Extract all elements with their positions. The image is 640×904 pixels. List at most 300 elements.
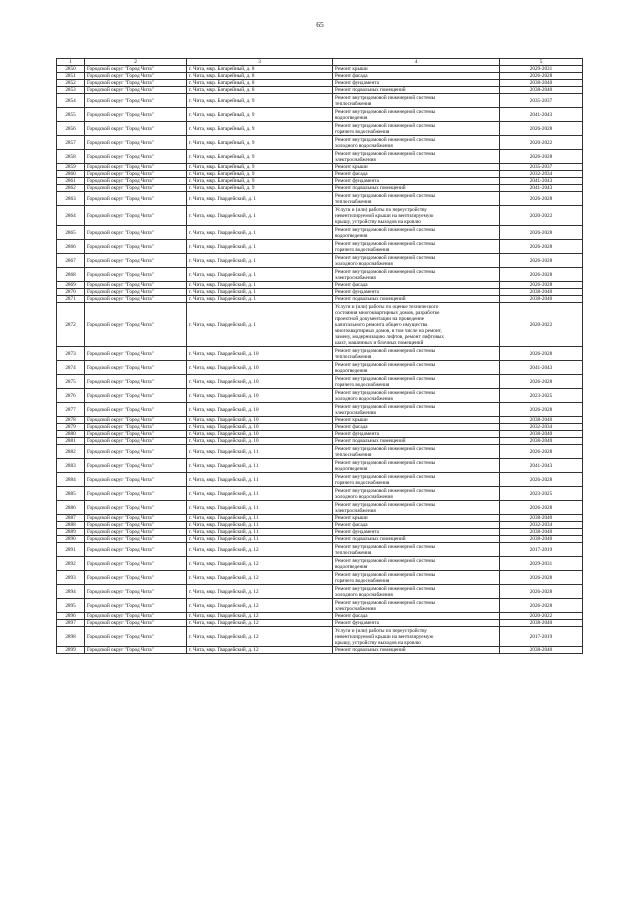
municipality-cell: Городской округ "Город Чита" bbox=[85, 303, 187, 347]
period-cell: 2026-2028 bbox=[500, 347, 583, 361]
work-type-cell: Ремонт крыши bbox=[333, 164, 500, 171]
address-cell: г. Чита, мкр. Гвардейский, д. 12 bbox=[187, 620, 333, 627]
table-row bbox=[57, 178, 583, 185]
table-row bbox=[57, 389, 583, 403]
address-cell: г. Чита, мкр. Батарейный, д. 8 bbox=[187, 80, 333, 87]
work-type-cell: Ремонт фасада bbox=[333, 282, 500, 289]
period-cell: 2038-2040 bbox=[500, 417, 583, 424]
municipality-cell: Городской округ "Город Чита" bbox=[85, 136, 187, 150]
work-type-cell: Ремонт внутридомовой инженерной системы электроснабжения bbox=[333, 599, 500, 613]
address-cell: г. Чита, мкр. Гвардейский, д. 1 bbox=[187, 268, 333, 282]
row-number-cell: 2888 bbox=[57, 522, 85, 529]
period-cell: 2026-2028 bbox=[500, 403, 583, 417]
row-number-cell: 2889 bbox=[57, 529, 85, 536]
municipality-cell: Городской округ "Город Чита" bbox=[85, 108, 187, 122]
address-cell: г. Чита, мкр. Гвардейский, д. 11 bbox=[187, 529, 333, 536]
address-cell: г. Чита, мкр. Батарейный, д. 9 bbox=[187, 171, 333, 178]
row-number-cell: 2890 bbox=[57, 536, 85, 543]
table-row bbox=[57, 254, 583, 268]
address-cell: г. Чита, мкр. Гвардейский, д. 12 bbox=[187, 571, 333, 585]
column-header: 5 bbox=[500, 59, 583, 66]
table-row bbox=[57, 620, 583, 627]
period-cell: 2038-2040 bbox=[500, 438, 583, 445]
address-cell: г. Чита, мкр. Батарейный, д. 9 bbox=[187, 136, 333, 150]
table-body bbox=[57, 66, 583, 654]
table-row bbox=[57, 150, 583, 164]
address-cell: г. Чита, мкр. Гвардейский, д. 11 bbox=[187, 515, 333, 522]
period-cell: 2035-2037 bbox=[500, 94, 583, 108]
municipality-cell: Городской округ "Город Чита" bbox=[85, 389, 187, 403]
address-cell: г. Чита, мкр. Гвардейский, д. 10 bbox=[187, 361, 333, 375]
table-row bbox=[57, 375, 583, 389]
address-cell: г. Чита, мкр. Батарейный, д. 8 bbox=[187, 87, 333, 94]
period-cell: 2026-2028 bbox=[500, 473, 583, 487]
period-cell: 2020-2022 bbox=[500, 136, 583, 150]
municipality-cell: Городской округ "Город Чита" bbox=[85, 536, 187, 543]
municipality-cell: Городской округ "Город Чита" bbox=[85, 192, 187, 206]
table-row bbox=[57, 289, 583, 296]
work-type-cell: Ремонт внутридомовой инженерной системы водоотведения bbox=[333, 459, 500, 473]
column-header: 4 bbox=[333, 59, 500, 66]
page-number: 65 bbox=[316, 20, 324, 29]
period-cell: 2038-2040 bbox=[500, 620, 583, 627]
period-cell: 2020-2022 bbox=[500, 613, 583, 620]
row-number-cell: 2883 bbox=[57, 459, 85, 473]
municipality-cell: Городской округ "Город Чита" bbox=[85, 171, 187, 178]
row-number-cell: 2874 bbox=[57, 361, 85, 375]
address-cell: г. Чита, мкр. Гвардейский, д. 10 bbox=[187, 438, 333, 445]
period-cell: 2026-2028 bbox=[500, 192, 583, 206]
municipality-cell: Городской округ "Город Чита" bbox=[85, 403, 187, 417]
period-cell: 2026-2028 bbox=[500, 282, 583, 289]
address-cell: г. Чита, мкр. Батарейный, д. 9 bbox=[187, 164, 333, 171]
period-cell: 2038-2040 bbox=[500, 87, 583, 94]
work-type-cell: Ремонт фасада bbox=[333, 522, 500, 529]
address-cell: г. Чита, мкр. Батарейный, д. 8 bbox=[187, 73, 333, 80]
row-number-cell: 2869 bbox=[57, 282, 85, 289]
table-row bbox=[57, 361, 583, 375]
municipality-cell: Городской округ "Город Чита" bbox=[85, 543, 187, 557]
work-type-cell: Ремонт внутридомовой инженерной системы теплоснабжения bbox=[333, 445, 500, 459]
table-row bbox=[57, 122, 583, 136]
work-type-cell: Ремонт внутридомовой инженерной системы горячего водоснабжения bbox=[333, 240, 500, 254]
row-number-cell: 2866 bbox=[57, 240, 85, 254]
row-number-cell: 2878 bbox=[57, 417, 85, 424]
table-row bbox=[57, 80, 583, 87]
work-type-cell: Ремонт внутридомовой инженерной системы электроснабжения bbox=[333, 268, 500, 282]
municipality-cell: Городской округ "Город Чита" bbox=[85, 445, 187, 459]
work-type-cell: Ремонт крыши bbox=[333, 66, 500, 73]
address-cell: г. Чита, мкр. Гвардейский, д. 12 bbox=[187, 585, 333, 599]
address-cell: г. Чита, мкр. Гвардейский, д. 10 bbox=[187, 347, 333, 361]
municipality-cell: Городской округ "Город Чита" bbox=[85, 599, 187, 613]
municipality-cell: Городской округ "Город Чита" bbox=[85, 254, 187, 268]
row-number-cell: 2886 bbox=[57, 501, 85, 515]
row-number-cell: 2857 bbox=[57, 136, 85, 150]
work-type-cell: Ремонт внутридомовой инженерной системы теплоснабжения bbox=[333, 192, 500, 206]
period-cell: 2026-2028 bbox=[500, 254, 583, 268]
address-cell: г. Чита, мкр. Гвардейский, д. 12 bbox=[187, 647, 333, 654]
address-cell: г. Чита, мкр. Гвардейский, д. 10 bbox=[187, 417, 333, 424]
table-row bbox=[57, 108, 583, 122]
work-type-cell: Ремонт фасада bbox=[333, 73, 500, 80]
period-cell: 2038-2040 bbox=[500, 296, 583, 303]
row-number-cell: 2879 bbox=[57, 424, 85, 431]
row-number-cell: 2872 bbox=[57, 303, 85, 347]
work-type-cell: Ремонт фасада bbox=[333, 613, 500, 620]
period-cell: 2026-2028 bbox=[500, 571, 583, 585]
municipality-cell: Городской округ "Город Чита" bbox=[85, 226, 187, 240]
column-header: 3 bbox=[187, 59, 333, 66]
table-row bbox=[57, 417, 583, 424]
table-row bbox=[57, 66, 583, 73]
period-cell: 2023-2025 bbox=[500, 487, 583, 501]
address-cell: г. Чита, мкр. Гвардейский, д. 1 bbox=[187, 282, 333, 289]
period-cell: 2017-2019 bbox=[500, 543, 583, 557]
address-cell: г. Чита, мкр. Гвардейский, д. 1 bbox=[187, 226, 333, 240]
municipality-cell: Городской округ "Город Чита" bbox=[85, 178, 187, 185]
row-number-cell: 2873 bbox=[57, 347, 85, 361]
table-row bbox=[57, 571, 583, 585]
municipality-cell: Городской округ "Город Чита" bbox=[85, 627, 187, 647]
work-type-cell: Ремонт внутридомовой инженерной системы горячего водоснабжения bbox=[333, 375, 500, 389]
municipality-cell: Городской округ "Город Чита" bbox=[85, 282, 187, 289]
period-cell: 2038-2040 bbox=[500, 536, 583, 543]
row-number-cell: 2897 bbox=[57, 620, 85, 627]
table-row bbox=[57, 536, 583, 543]
period-cell: 2026-2028 bbox=[500, 122, 583, 136]
table-row bbox=[57, 171, 583, 178]
work-type-cell: Ремонт внутридомовой инженерной системы холодного водоснабжения bbox=[333, 585, 500, 599]
table-row bbox=[57, 94, 583, 108]
work-type-cell: Ремонт внутридомовой инженерной системы теплоснабжения bbox=[333, 543, 500, 557]
row-number-cell: 2864 bbox=[57, 206, 85, 226]
municipality-cell: Городской округ "Город Чита" bbox=[85, 501, 187, 515]
table-row bbox=[57, 529, 583, 536]
row-number-cell: 2894 bbox=[57, 585, 85, 599]
address-cell: г. Чита, мкр. Гвардейский, д. 1 bbox=[187, 296, 333, 303]
address-cell: г. Чита, мкр. Гвардейский, д. 11 bbox=[187, 487, 333, 501]
table-row bbox=[57, 647, 583, 654]
work-type-cell: Ремонт внутридомовой инженерной системы водоотведения bbox=[333, 557, 500, 571]
work-type-cell: Ремонт внутридомовой инженерной системы электроснабжения bbox=[333, 403, 500, 417]
municipality-cell: Городской округ "Город Чита" bbox=[85, 94, 187, 108]
table-row bbox=[57, 87, 583, 94]
work-type-cell: Ремонт внутридомовой инженерной системы теплоснабжения bbox=[333, 94, 500, 108]
municipality-cell: Городской округ "Город Чита" bbox=[85, 361, 187, 375]
address-cell: г. Чита, мкр. Гвардейский, д. 10 bbox=[187, 431, 333, 438]
work-type-cell: Ремонт внутридомовой инженерной системы водоотведения bbox=[333, 108, 500, 122]
table-row bbox=[57, 627, 583, 647]
municipality-cell: Городской округ "Город Чита" bbox=[85, 515, 187, 522]
address-cell: г. Чита, мкр. Батарейный, д. 9 bbox=[187, 150, 333, 164]
row-number-cell: 2854 bbox=[57, 94, 85, 108]
period-cell: 2038-2040 bbox=[500, 647, 583, 654]
row-number-cell: 2863 bbox=[57, 192, 85, 206]
municipality-cell: Городской округ "Город Чита" bbox=[85, 185, 187, 192]
address-cell: г. Чита, мкр. Гвардейский, д. 1 bbox=[187, 303, 333, 347]
municipality-cell: Городской округ "Город Чита" bbox=[85, 240, 187, 254]
period-cell: 2029-2031 bbox=[500, 66, 583, 73]
municipality-cell: Городской округ "Город Чита" bbox=[85, 296, 187, 303]
row-number-cell: 2853 bbox=[57, 87, 85, 94]
row-number-cell: 2862 bbox=[57, 185, 85, 192]
address-cell: г. Чита, мкр. Гвардейский, д. 10 bbox=[187, 403, 333, 417]
column-header: 2 bbox=[85, 59, 187, 66]
period-cell: 2041-2043 bbox=[500, 361, 583, 375]
row-number-cell: 2880 bbox=[57, 431, 85, 438]
address-cell: г. Чита, мкр. Гвардейский, д. 11 bbox=[187, 522, 333, 529]
period-cell: 2026-2028 bbox=[500, 226, 583, 240]
row-number-cell: 2898 bbox=[57, 627, 85, 647]
work-type-cell: Ремонт внутридомовой инженерной системы холодного водоснабжения bbox=[333, 487, 500, 501]
table-row bbox=[57, 73, 583, 80]
table-row bbox=[57, 192, 583, 206]
table-row bbox=[57, 303, 583, 347]
period-cell: 2029-2031 bbox=[500, 557, 583, 571]
table-row bbox=[57, 557, 583, 571]
work-type-cell: Услуги и (или) работы по оценке технического состояния многоквартирных домов, разработке проектной документации на проведение капитального ремонта общего имущества многоквартирных домов, в том числе на ремонт, замену, модернизацию лифтов, ремонт лифтовых шахт, машинных и блочных помещений bbox=[333, 303, 500, 347]
period-cell: 2026-2028 bbox=[500, 240, 583, 254]
work-type-cell: Ремонт крыши bbox=[333, 417, 500, 424]
row-number-cell: 2881 bbox=[57, 438, 85, 445]
work-type-cell: Ремонт внутридомовой инженерной системы горячего водоснабжения bbox=[333, 122, 500, 136]
work-type-cell: Ремонт внутридомовой инженерной системы электроснабжения bbox=[333, 150, 500, 164]
period-cell: 2032-2034 bbox=[500, 424, 583, 431]
municipality-cell: Городской округ "Город Чита" bbox=[85, 206, 187, 226]
municipality-cell: Городской округ "Город Чита" bbox=[85, 289, 187, 296]
row-number-cell: 2859 bbox=[57, 164, 85, 171]
work-type-cell: Ремонт внутридомовой инженерной системы электроснабжения bbox=[333, 501, 500, 515]
address-cell: г. Чита, мкр. Батарейный, д. 8 bbox=[187, 66, 333, 73]
municipality-cell: Городской округ "Город Чита" bbox=[85, 417, 187, 424]
municipality-cell: Городской округ "Город Чита" bbox=[85, 620, 187, 627]
table-row bbox=[57, 438, 583, 445]
work-type-cell: Услуги и (или) работы по переустройству невентилируемой крыши на вентилируемую крышу, устройству выходов на кровлю bbox=[333, 627, 500, 647]
municipality-cell: Городской округ "Город Чита" bbox=[85, 459, 187, 473]
municipality-cell: Городской округ "Город Чита" bbox=[85, 80, 187, 87]
table-row bbox=[57, 487, 583, 501]
row-number-cell: 2892 bbox=[57, 557, 85, 571]
row-number-cell: 2876 bbox=[57, 389, 85, 403]
table-row bbox=[57, 268, 583, 282]
row-number-cell: 2885 bbox=[57, 487, 85, 501]
work-type-cell: Ремонт подвальных помещений bbox=[333, 438, 500, 445]
address-cell: г. Чита, мкр. Гвардейский, д. 1 bbox=[187, 254, 333, 268]
repair-schedule-table bbox=[56, 58, 583, 654]
municipality-cell: Городской округ "Город Чита" bbox=[85, 424, 187, 431]
period-cell: 2026-2028 bbox=[500, 501, 583, 515]
municipality-cell: Городской округ "Город Чита" bbox=[85, 66, 187, 73]
municipality-cell: Городской округ "Город Чита" bbox=[85, 557, 187, 571]
address-cell: г. Чита, мкр. Гвардейский, д. 1 bbox=[187, 206, 333, 226]
period-cell: 2035-2037 bbox=[500, 164, 583, 171]
table-row bbox=[57, 424, 583, 431]
address-cell: г. Чита, мкр. Гвардейский, д. 11 bbox=[187, 459, 333, 473]
table-row bbox=[57, 543, 583, 557]
row-number-cell: 2868 bbox=[57, 268, 85, 282]
work-type-cell: Ремонт фундамента bbox=[333, 529, 500, 536]
work-type-cell: Ремонт подвальных помещений bbox=[333, 185, 500, 192]
address-cell: г. Чита, мкр. Гвардейский, д. 11 bbox=[187, 473, 333, 487]
municipality-cell: Городской округ "Город Чита" bbox=[85, 87, 187, 94]
period-cell: 2026-2028 bbox=[500, 599, 583, 613]
table-row bbox=[57, 445, 583, 459]
work-type-cell: Ремонт фундамента bbox=[333, 289, 500, 296]
period-cell: 2041-2043 bbox=[500, 459, 583, 473]
address-cell: г. Чита, мкр. Гвардейский, д. 11 bbox=[187, 445, 333, 459]
address-cell: г. Чита, мкр. Гвардейский, д. 1 bbox=[187, 289, 333, 296]
row-number-cell: 2895 bbox=[57, 599, 85, 613]
address-cell: г. Чита, мкр. Гвардейский, д. 10 bbox=[187, 424, 333, 431]
row-number-cell: 2877 bbox=[57, 403, 85, 417]
address-cell: г. Чита, мкр. Гвардейский, д. 1 bbox=[187, 192, 333, 206]
work-type-cell: Ремонт подвальных помещений bbox=[333, 647, 500, 654]
work-type-cell: Ремонт фундамента bbox=[333, 80, 500, 87]
address-cell: г. Чита, мкр. Батарейный, д. 9 bbox=[187, 94, 333, 108]
address-cell: г. Чита, мкр. Батарейный, д. 9 bbox=[187, 185, 333, 192]
address-cell: г. Чита, мкр. Гвардейский, д. 10 bbox=[187, 375, 333, 389]
municipality-cell: Городской округ "Город Чита" bbox=[85, 473, 187, 487]
row-number-cell: 2887 bbox=[57, 515, 85, 522]
period-cell: 2017-2019 bbox=[500, 627, 583, 647]
row-number-cell: 2870 bbox=[57, 289, 85, 296]
table-row bbox=[57, 459, 583, 473]
table-row bbox=[57, 585, 583, 599]
table-row bbox=[57, 164, 583, 171]
row-number-cell: 2856 bbox=[57, 122, 85, 136]
address-cell: г. Чита, мкр. Гвардейский, д. 11 bbox=[187, 501, 333, 515]
work-type-cell: Ремонт подвальных помещений bbox=[333, 296, 500, 303]
municipality-cell: Городской округ "Город Чита" bbox=[85, 487, 187, 501]
table-row bbox=[57, 136, 583, 150]
table-row bbox=[57, 282, 583, 289]
work-type-cell: Ремонт внутридомовой инженерной системы холодного водоснабжения bbox=[333, 136, 500, 150]
period-cell: 2026-2028 bbox=[500, 150, 583, 164]
period-cell: 2020-2022 bbox=[500, 206, 583, 226]
row-number-cell: 2867 bbox=[57, 254, 85, 268]
period-cell: 2032-2034 bbox=[500, 171, 583, 178]
period-cell: 2020-2022 bbox=[500, 303, 583, 347]
row-number-cell: 2850 bbox=[57, 66, 85, 73]
work-type-cell: Ремонт подвальных помещений bbox=[333, 87, 500, 94]
work-type-cell: Ремонт фундамента bbox=[333, 178, 500, 185]
table-row bbox=[57, 206, 583, 226]
address-cell: г. Чита, мкр. Гвардейский, д. 10 bbox=[187, 389, 333, 403]
row-number-cell: 2884 bbox=[57, 473, 85, 487]
row-number-cell: 2882 bbox=[57, 445, 85, 459]
address-cell: г. Чита, мкр. Гвардейский, д. 12 bbox=[187, 543, 333, 557]
row-number-cell: 2861 bbox=[57, 178, 85, 185]
table-row bbox=[57, 296, 583, 303]
table-row bbox=[57, 240, 583, 254]
table-row bbox=[57, 599, 583, 613]
work-type-cell: Ремонт внутридомовой инженерной системы холодного водоснабжения bbox=[333, 389, 500, 403]
work-type-cell: Ремонт внутридомовой инженерной системы водоотведения bbox=[333, 226, 500, 240]
row-number-cell: 2860 bbox=[57, 171, 85, 178]
period-cell: 2026-2028 bbox=[500, 268, 583, 282]
address-cell: г. Чита, мкр. Батарейный, д. 9 bbox=[187, 178, 333, 185]
row-number-cell: 2875 bbox=[57, 375, 85, 389]
period-cell: 2026-2028 bbox=[500, 375, 583, 389]
column-number-row bbox=[57, 59, 583, 66]
work-type-cell: Ремонт внутридомовой инженерной системы холодного водоснабжения bbox=[333, 254, 500, 268]
table-row bbox=[57, 515, 583, 522]
municipality-cell: Городской округ "Город Чита" bbox=[85, 375, 187, 389]
period-cell: 2041-2043 bbox=[500, 108, 583, 122]
work-type-cell: Ремонт фасада bbox=[333, 424, 500, 431]
address-cell: г. Чита, мкр. Гвардейский, д. 12 bbox=[187, 613, 333, 620]
work-type-cell: Ремонт фасада bbox=[333, 171, 500, 178]
period-cell: 2038-2040 bbox=[500, 515, 583, 522]
table-row bbox=[57, 347, 583, 361]
address-cell: г. Чита, мкр. Батарейный, д. 9 bbox=[187, 108, 333, 122]
work-type-cell: Ремонт подвальных помещений bbox=[333, 536, 500, 543]
work-type-cell: Ремонт внутридомовой инженерной системы водоотведения bbox=[333, 361, 500, 375]
work-type-cell: Услуги и (или) работы по переустройству невентилируемой крыши на вентилируемую крышу, устройству выходов на кровлю bbox=[333, 206, 500, 226]
work-type-cell: Ремонт внутридомовой инженерной системы теплоснабжения bbox=[333, 347, 500, 361]
municipality-cell: Городской округ "Город Чита" bbox=[85, 73, 187, 80]
municipality-cell: Городской округ "Город Чита" bbox=[85, 431, 187, 438]
table-row bbox=[57, 403, 583, 417]
row-number-cell: 2852 bbox=[57, 80, 85, 87]
work-type-cell: Ремонт внутридомовой инженерной системы горячего водоснабжения bbox=[333, 473, 500, 487]
work-type-cell: Ремонт фундамента bbox=[333, 620, 500, 627]
row-number-cell: 2871 bbox=[57, 296, 85, 303]
address-cell: г. Чита, мкр. Гвардейский, д. 11 bbox=[187, 536, 333, 543]
period-cell: 2023-2025 bbox=[500, 389, 583, 403]
address-cell: г. Чита, мкр. Гвардейский, д. 12 bbox=[187, 599, 333, 613]
row-number-cell: 2855 bbox=[57, 108, 85, 122]
municipality-cell: Городской округ "Город Чита" bbox=[85, 613, 187, 620]
column-header: 1 bbox=[57, 59, 85, 66]
row-number-cell: 2858 bbox=[57, 150, 85, 164]
period-cell: 2038-2040 bbox=[500, 289, 583, 296]
municipality-cell: Городской округ "Город Чита" bbox=[85, 164, 187, 171]
address-cell: г. Чита, мкр. Гвардейский, д. 12 bbox=[187, 557, 333, 571]
address-cell: г. Чита, мкр. Батарейный, д. 9 bbox=[187, 122, 333, 136]
period-cell: 2041-2043 bbox=[500, 185, 583, 192]
municipality-cell: Городской округ "Город Чита" bbox=[85, 347, 187, 361]
municipality-cell: Городской округ "Город Чита" bbox=[85, 647, 187, 654]
table-row bbox=[57, 473, 583, 487]
work-type-cell: Ремонт фундамента bbox=[333, 431, 500, 438]
period-cell: 2038-2040 bbox=[500, 80, 583, 87]
row-number-cell: 2893 bbox=[57, 571, 85, 585]
municipality-cell: Городской округ "Город Чита" bbox=[85, 571, 187, 585]
municipality-cell: Городской округ "Город Чита" bbox=[85, 150, 187, 164]
table-row bbox=[57, 185, 583, 192]
address-cell: г. Чита, мкр. Гвардейский, д. 1 bbox=[187, 240, 333, 254]
address-cell: г. Чита, мкр. Гвардейский, д. 12 bbox=[187, 627, 333, 647]
row-number-cell: 2891 bbox=[57, 543, 85, 557]
row-number-cell: 2896 bbox=[57, 613, 85, 620]
table-row bbox=[57, 613, 583, 620]
table-row bbox=[57, 501, 583, 515]
municipality-cell: Городской округ "Город Чита" bbox=[85, 522, 187, 529]
period-cell: 2041-2043 bbox=[500, 178, 583, 185]
period-cell: 2026-2028 bbox=[500, 73, 583, 80]
municipality-cell: Городской округ "Город Чита" bbox=[85, 122, 187, 136]
municipality-cell: Городской округ "Город Чита" bbox=[85, 529, 187, 536]
period-cell: 2026-2028 bbox=[500, 585, 583, 599]
table-row bbox=[57, 522, 583, 529]
period-cell: 2038-2040 bbox=[500, 431, 583, 438]
table-row bbox=[57, 226, 583, 240]
period-cell: 2026-2028 bbox=[500, 445, 583, 459]
table-row bbox=[57, 431, 583, 438]
municipality-cell: Городской округ "Город Чита" bbox=[85, 585, 187, 599]
